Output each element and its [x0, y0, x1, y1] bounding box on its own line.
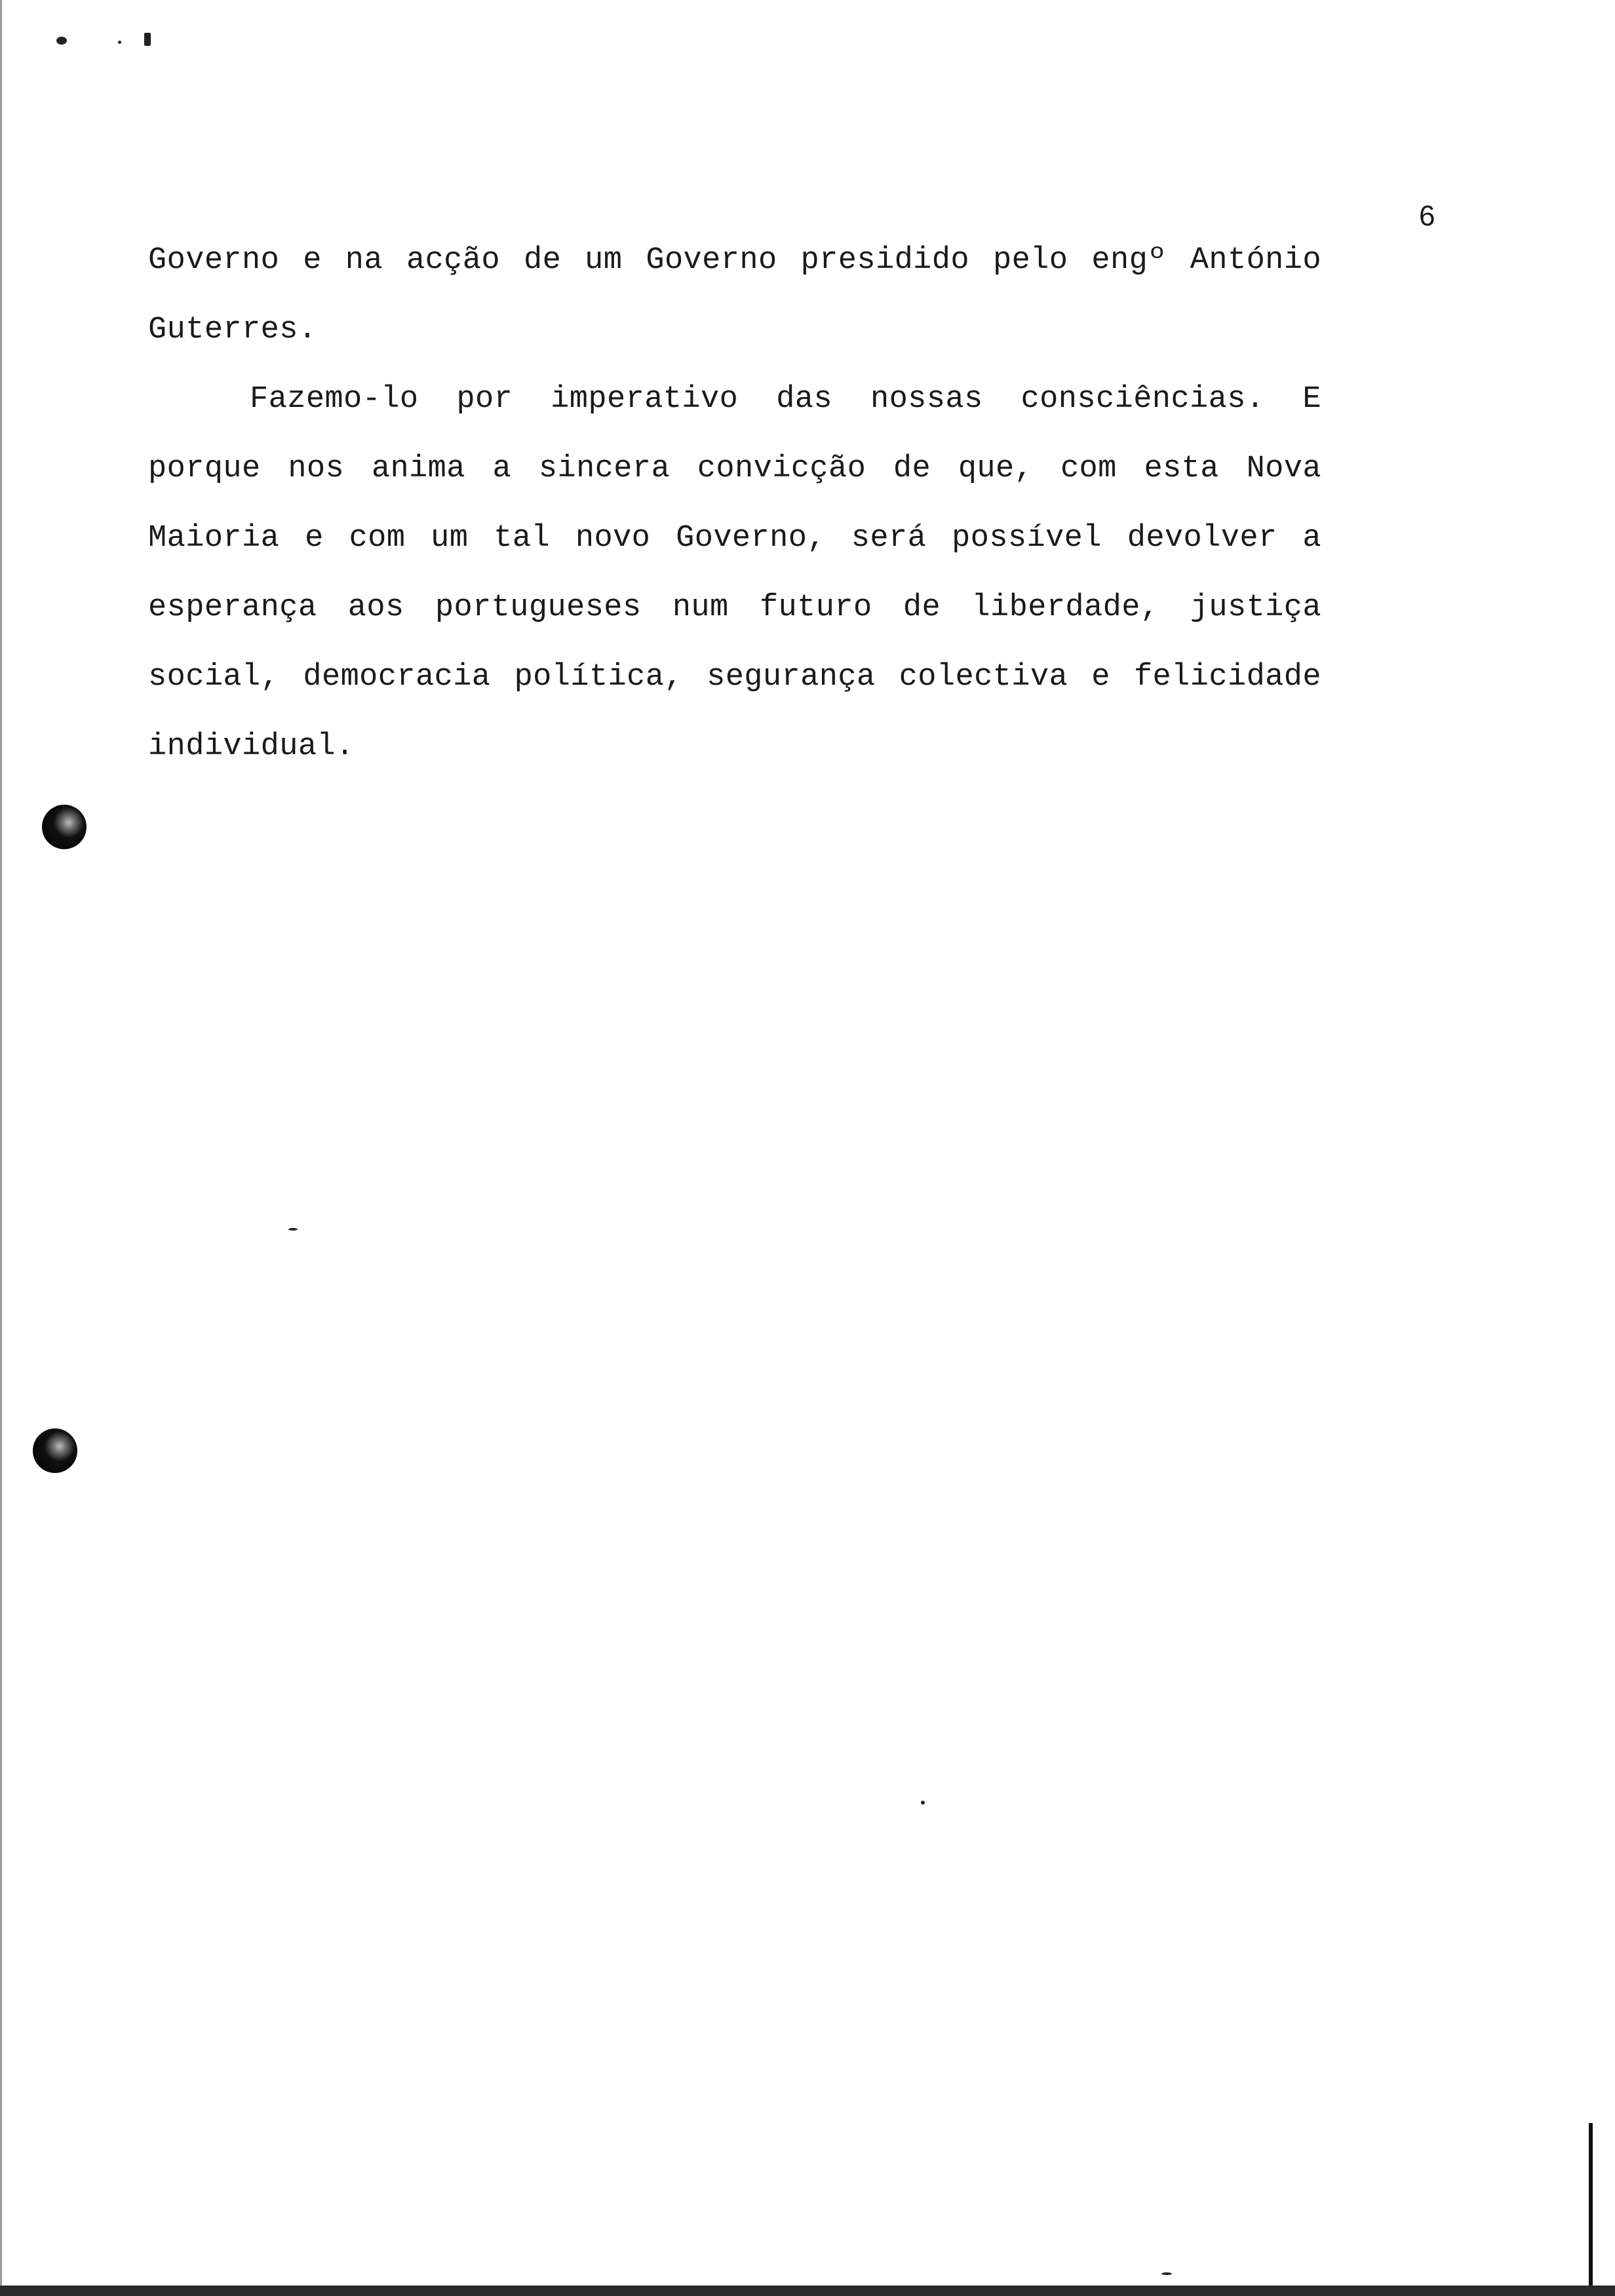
- page-number: 6: [1419, 200, 1435, 232]
- punch-hole-upper: [42, 805, 87, 849]
- scan-speck: [288, 1228, 298, 1231]
- scan-right-edge: [1589, 2123, 1593, 2296]
- scan-bottom-edge: [0, 2286, 1615, 2296]
- scan-speck: [921, 1801, 925, 1805]
- punch-hole-lower: [33, 1428, 77, 1473]
- scan-speck: [144, 33, 151, 46]
- scan-speck: [1161, 2272, 1172, 2275]
- scan-speck: [118, 41, 121, 44]
- scan-speck: [56, 37, 67, 45]
- paragraph-1: Governo e na acção de um Governo presidido pelo engº António Guterres.: [148, 243, 1321, 347]
- body-text: [148, 226, 1321, 782]
- scan-left-edge: [0, 0, 2, 2296]
- paragraph-2: Fazemo-lo por imperativo das nossas consciências. E porque nos anima a sincera convicção de que, com esta Nova Maioria e com um tal novo Governo, será possível devolver a esperança aos portugueses num futuro de liberdade, justiça social, democracia política, segurança colectiva e felicidade individual.: [148, 382, 1321, 764]
